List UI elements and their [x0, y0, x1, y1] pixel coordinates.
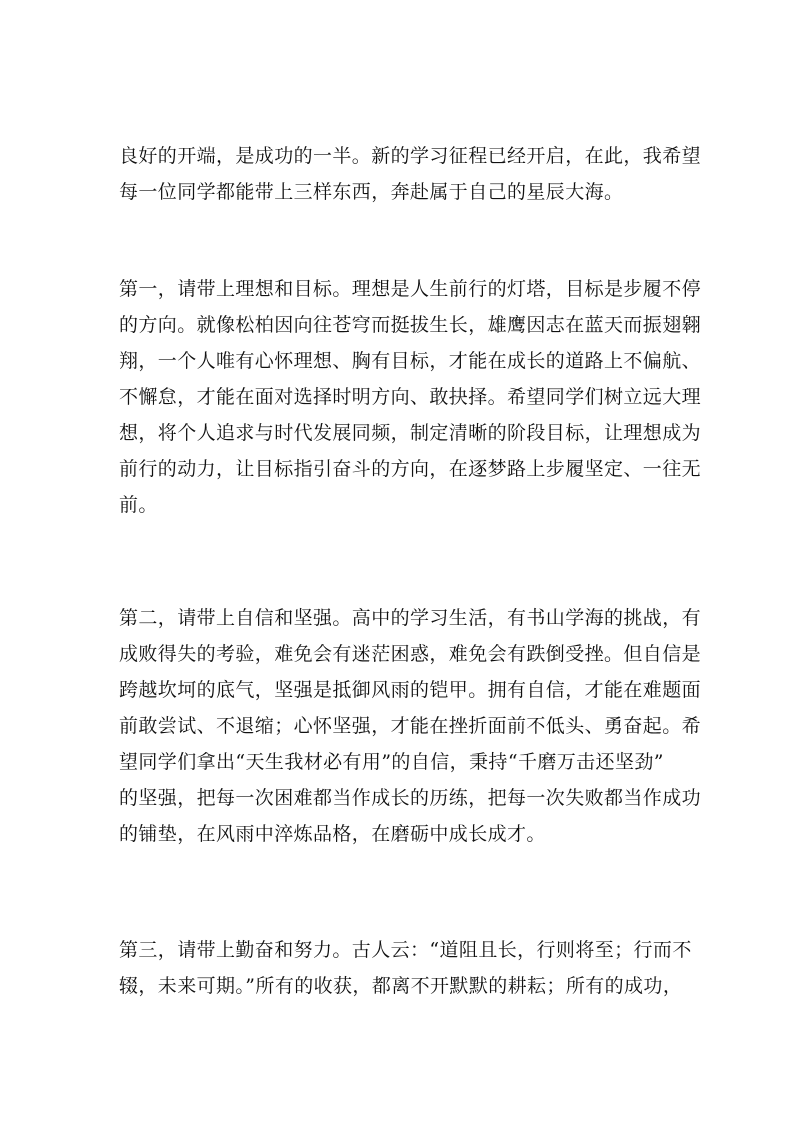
paragraph-second — [119, 600, 702, 852]
paragraph-third — [119, 932, 692, 1004]
text-line: 第二，请带上自信和坚强。高中的学习生活，有书山学海的挑战，有 — [119, 607, 702, 629]
text-line: 良好的开端，是成功的一半。新的学习征程已经开启，在此，我希望 — [119, 145, 702, 167]
text-line: 第三，请带上勤奋和努力。古人云：“道阻且长，行则将至；行而不 — [119, 939, 692, 961]
text-line: 不懈怠，才能在面对选择时明方向、敢抉择。希望同学们树立远大理 — [119, 386, 702, 408]
text-line: 的坚强，把每一次困难都当作成长的历练，把每一次失败都当作成功 — [119, 787, 702, 809]
text-line: 前行的动力，让目标指引奋斗的方向，在逐梦路上步履坚定、一往无 — [119, 458, 702, 480]
text-line: 的方向。就像松柏因向往苍穹而挺拔生长，雄鹰因志在蓝天而振翅翱 — [119, 314, 702, 336]
text-line: 望同学们拿出“天生我材必有用”的自信，秉持“千磨万击还坚劲” — [119, 751, 664, 773]
text-line: 翔，一个人唯有心怀理想、胸有目标，才能在成长的道路上不偏航、 — [119, 350, 702, 372]
text-line: 前敢尝试、不退缩；心怀坚强，才能在挫折面前不低头、勇奋起。希 — [119, 715, 702, 737]
text-line: 的铺垫，在风雨中淬炼品格，在磨砺中成长成才。 — [119, 823, 546, 845]
text-line: 每一位同学都能带上三样东西，奔赴属于自己的星辰大海。 — [119, 181, 624, 203]
text-line: 前。 — [119, 494, 158, 516]
text-line: 第一，请带上理想和目标。理想是人生前行的灯塔，目标是步履不停 — [119, 278, 702, 300]
text-line: 辍，未来可期。”所有的收获，都离不开默默的耕耘；所有的成功， — [119, 975, 683, 997]
text-line: 想，将个人追求与时代发展同频，制定清晰的阶段目标，让理想成为 — [119, 422, 702, 444]
paragraph-intro — [119, 138, 702, 210]
text-line: 跨越坎坷的底气，坚强是抵御风雨的铠甲。拥有自信，才能在难题面 — [119, 679, 702, 701]
paragraph-first — [119, 271, 702, 523]
text-line: 成败得失的考验，难免会有迷茫困惑，难免会有跌倒受挫。但自信是 — [119, 643, 702, 665]
